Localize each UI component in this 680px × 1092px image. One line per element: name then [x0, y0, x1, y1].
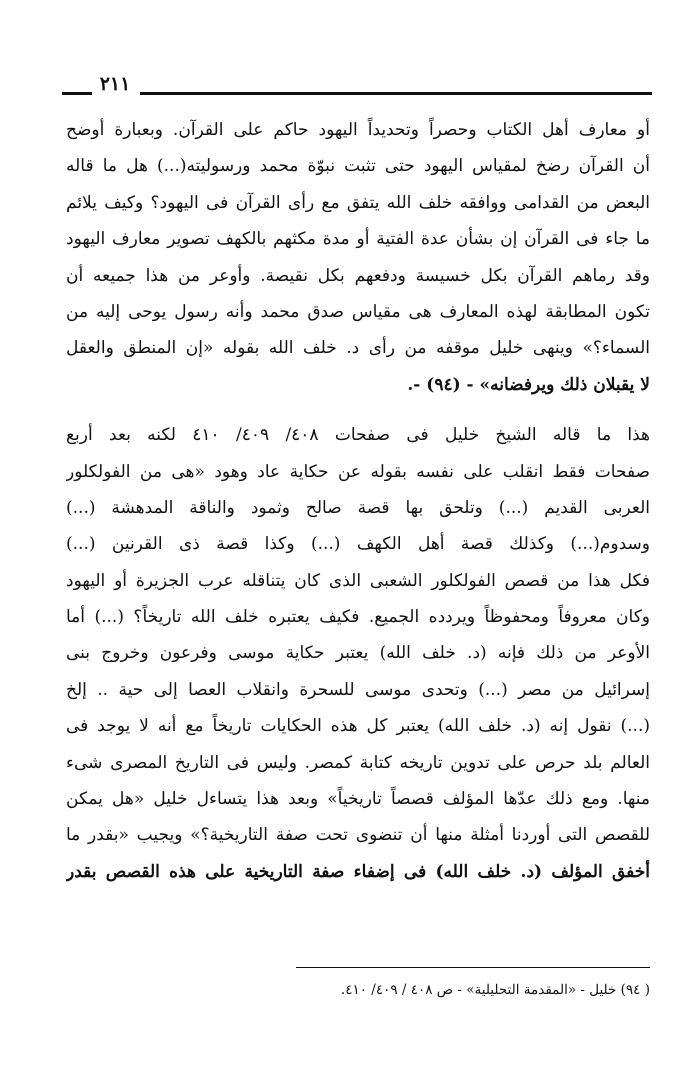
text-line: الأوعر من ذلك فإنه (د. خلف الله) يعتبر حكاية موسى وفرعون وخروج بنى	[66, 643, 650, 664]
body-text	[66, 112, 650, 890]
text-line: (...) نقول إنه (د. خلف الله) يعتبر كل هذه الحكايات تاريخاً مع أنه لا يوجد فى	[66, 716, 650, 737]
page-number: ٢١١	[99, 73, 131, 95]
text-line: إسرائيل من مصر (...) وتحدى موسى للسحرة وانقلاب العصا إلى حية .. إلخ	[66, 679, 650, 700]
text-line: وقد رماهم القرآن بكل خسيسة ودفعهم بكل نقيصة. وأوعر من هذا جميعه أن	[66, 265, 650, 286]
text-line: العربى القديم (...) وتلحق بها قصة صالح وثمود والناقة المدهشة (...)	[66, 497, 650, 518]
footnote: ( ٩٤) خليل - «المقدمة التحليلية» - ص ٤٠٨ / ٤٠٩/ ٤١٠.	[340, 982, 650, 998]
paragraph-gap	[66, 403, 650, 417]
text-line: تكون المطابقة لهذه المعارف هى مقياس صدق محمد وأنه رسول يوحى إليه من	[66, 301, 650, 322]
text-line: أخفق المؤلف (د. خلف الله) فى إضفاء صفة التاريخية على هذه القصص بقدر	[66, 861, 650, 882]
text-line: أن القرآن رضخ لمقياس اليهود حتى تثبت نبوّة محمد ورسوليته(...) هل ما قاله	[66, 156, 650, 177]
text-line: السماء؟» وينهى خليل موقفه من رأى د. خلف الله بقوله «إن المنطق والعقل	[66, 338, 650, 359]
text-line: هذا ما قاله الشيخ خليل فى صفحات ٤٠٨/ ٤٠٩/ ٤١٠ لكنه بعد أربع	[66, 425, 650, 446]
footnote-rule	[296, 967, 650, 968]
paragraph	[66, 417, 650, 890]
text-line: منها. ومع ذلك عدّها المؤلف قصصاً تاريخياً» وبعد هذا يتساءل خليل «هل يمكن	[66, 789, 650, 810]
text-line: للقصص التى أوردنا أمثلة منها أن تنضوى تحت صفة التاريخية؟» ويجيب «بقدر ما	[66, 825, 650, 846]
text-line: فكل هذا من قصص الفولكلور الشعبى الذى كان يتناقله عرب الجزيرة أو اليهود	[66, 570, 650, 591]
text-line: ما جاء فى القرآن إن بشأن عدة الفتية أو مدة مكثهم بالكهف تصوير معارف اليهود	[66, 229, 650, 250]
text-line: لا يقبلان ذلك ويرفضانه» - (٩٤) -.	[407, 374, 650, 395]
header-rule-left	[62, 92, 92, 95]
text-line: صفحات فقط انقلب على نفسه بقوله عن حكاية عاد وهود «هى من الفولكلور	[66, 461, 650, 482]
text-line: وكان معروفاً ومحفوظاً ويردده الجميع. فكيف يعتبره خلف الله تاريخاً؟ (...) أما	[66, 607, 650, 628]
text-line: أو معارف أهل الكتاب وحصراً وتحديداً اليهود حاكم على القرآن. وبعبارة أوضح	[66, 120, 650, 140]
text-line: وسدوم(...) وكذلك قصة أهل الكهف (...) وكذا قصة ذى القرنين (...)	[66, 534, 650, 555]
paragraph	[66, 112, 650, 403]
header-rule-right	[140, 92, 652, 95]
text-line: العالم بلد حرص على تدوين تاريخه كتابة كمصر. وليس فى التاريخ المصرى شىء	[66, 752, 650, 773]
text-line: البعض من القدامى ووافقه خلف الله يتفق مع رأى القرآن فى اليهود؟ وكيف يلائم	[66, 192, 650, 213]
